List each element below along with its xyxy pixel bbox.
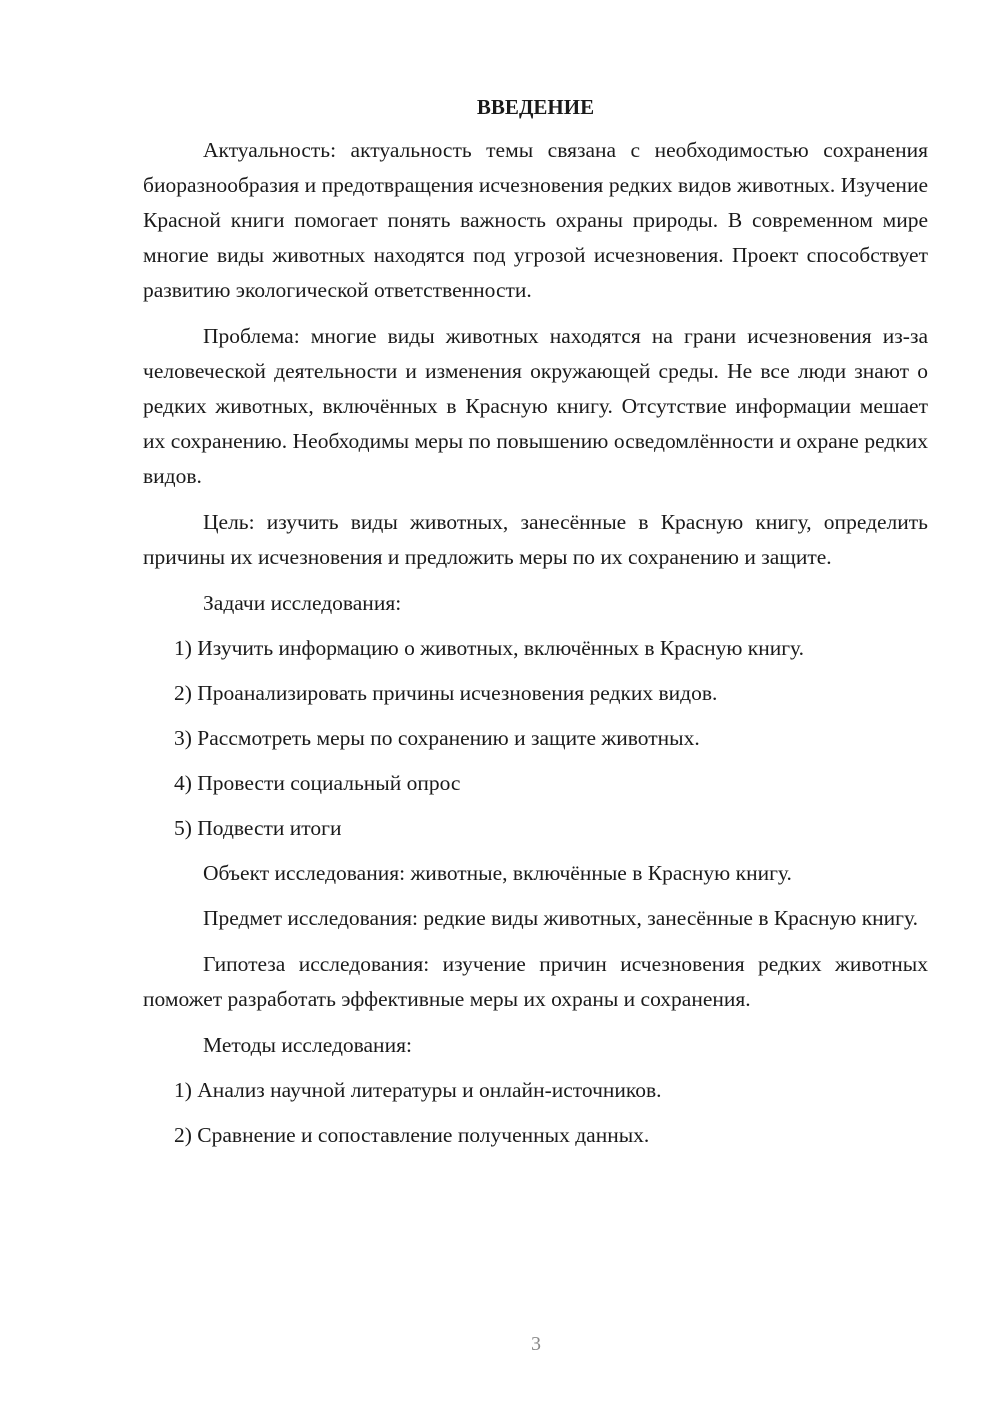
list-item: 2) Проанализировать причины исчезновения редких видов. (174, 681, 718, 705)
list-item: 5) Подвести итоги (174, 816, 342, 840)
hypothesis-paragraph: Гипотеза исследования: изучение причин исчезновения редких животных поможет разработать эффективные меры их охраны и сохранения. (143, 952, 928, 1011)
relevance-paragraph: Актуальность: актуальность темы связана с необходимостью сохранения биоразнообразия и предотвращения исчезновения редких видов животных. Изучение Красной книги помогает понять важность охраны природы. В современном мире многие виды животных находятся под угрозой исчезновения. Проект способствует развитию экологической ответственности. (143, 138, 928, 302)
section-title: ВВЕДЕНИЕ (476, 95, 595, 119)
object-paragraph: Объект исследования: животные, включённые в Красную книгу. (203, 861, 792, 885)
goal-paragraph: Цель: изучить виды животных, занесённые в Красную книгу, определить причины их исчезновения и предложить меры по их сохранению и защите. (143, 510, 928, 569)
tasks-list (143, 631, 928, 846)
list-item: 4) Провести социальный опрос (174, 771, 461, 795)
methods-heading: Методы исследования: (203, 1033, 412, 1057)
list-item: 1) Изучить информацию о животных, включённых в Красную книгу. (174, 636, 805, 660)
tasks-heading: Задачи исследования: (203, 591, 402, 615)
problem-paragraph: Проблема: многие виды животных находятся на грани исчезновения из-за человеческой деятельности и изменения окружающей среды. Не все люди знают о редких животных, включённых в Красную книгу. Отсутствие информации мешает их сохранению. Необходимы меры по повышению осведомлённости и охране редких видов. (143, 324, 928, 488)
subject-paragraph: Предмет исследования: редкие виды животных, занесённые в Красную книгу. (203, 906, 918, 930)
list-item: 3) Рассмотреть меры по сохранению и защите животных. (174, 726, 700, 750)
page-number: 3 (531, 1333, 541, 1355)
list-item: 1) Анализ научной литературы и онлайн-источников. (174, 1078, 662, 1102)
document-page (143, 92, 928, 1163)
list-item: 2) Сравнение и сопоставление полученных данных. (174, 1123, 650, 1147)
methods-list (143, 1073, 928, 1153)
